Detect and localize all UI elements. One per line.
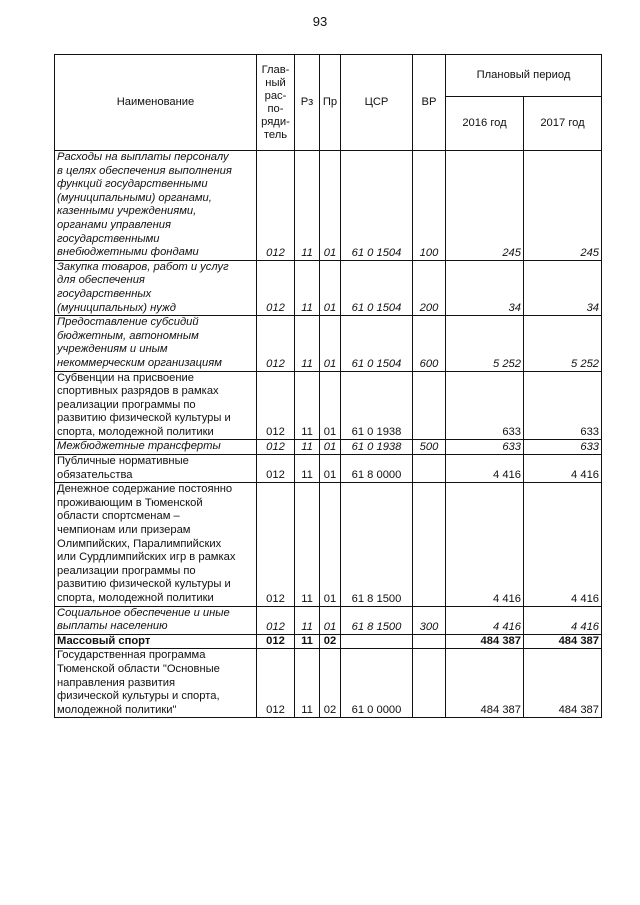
page-number: 93: [312, 14, 328, 29]
cell-glav: 012: [257, 455, 295, 483]
table-row: [55, 371, 602, 440]
row-name: Расходы на выплаты персоналу в целях обеспечения выполнения функций государственными (муниципальными) органами, казенными учреждениями, органами управления государственными внебюджетными фондами: [55, 151, 257, 261]
cell-rz: 11: [295, 483, 320, 606]
cell-2016: 484 387: [446, 649, 524, 718]
cell-csr: 61 8 1500: [341, 606, 413, 634]
row-name: Социальное обеспечение и иные выплаты населению: [55, 606, 257, 634]
cell-csr: 61 0 1504: [341, 316, 413, 371]
header-year-2016: 2016 год: [446, 97, 524, 151]
cell-pr: 01: [320, 260, 341, 315]
cell-glav: 012: [257, 440, 295, 455]
cell-vr: 500: [413, 440, 446, 455]
cell-2016: 34: [446, 260, 524, 315]
cell-pr: 01: [320, 455, 341, 483]
cell-csr: 61 0 0000: [341, 649, 413, 718]
cell-2017: 5 252: [524, 316, 602, 371]
cell-rz: 11: [295, 440, 320, 455]
header-glav: Глав- ный рас- по- ряди- тель: [257, 55, 295, 151]
header-year-2017: 2017 год: [524, 97, 602, 151]
cell-glav: 012: [257, 371, 295, 440]
cell-vr: [413, 634, 446, 649]
cell-rz: 11: [295, 649, 320, 718]
cell-pr: 01: [320, 151, 341, 261]
cell-2016: 5 252: [446, 316, 524, 371]
cell-2017: 4 416: [524, 483, 602, 606]
cell-pr: 01: [320, 371, 341, 440]
cell-csr: 61 8 0000: [341, 455, 413, 483]
cell-pr: 01: [320, 316, 341, 371]
table-row: [55, 151, 602, 261]
cell-csr: 61 0 1938: [341, 371, 413, 440]
row-name: Государственная программа Тюменской области "Основные направления развития физической культуры и спорта, молодежной политики": [55, 649, 257, 718]
cell-2016: 4 416: [446, 483, 524, 606]
cell-2017: 4 416: [524, 606, 602, 634]
cell-2016: 633: [446, 371, 524, 440]
row-name: Предоставление субсидий бюджетным, автономным учреждениям и иным некоммерческим организациям: [55, 316, 257, 371]
cell-2017: 245: [524, 151, 602, 261]
cell-rz: 11: [295, 455, 320, 483]
cell-pr: 02: [320, 649, 341, 718]
table-row: [55, 634, 602, 649]
cell-pr: 01: [320, 440, 341, 455]
cell-glav: 012: [257, 151, 295, 261]
cell-vr: [413, 371, 446, 440]
row-name: Публичные нормативные обязательства: [55, 455, 257, 483]
cell-vr: 100: [413, 151, 446, 261]
cell-rz: 11: [295, 606, 320, 634]
header-vr: ВР: [413, 55, 446, 151]
cell-2016: 633: [446, 440, 524, 455]
table-row: [55, 316, 602, 371]
cell-vr: [413, 455, 446, 483]
table-row: [55, 606, 602, 634]
header-csr: ЦСР: [341, 55, 413, 151]
cell-rz: 11: [295, 151, 320, 261]
cell-pr: 01: [320, 483, 341, 606]
cell-2017: 4 416: [524, 455, 602, 483]
row-name: Субвенции на присвоение спортивных разрядов в рамках реализации программы по развитию физической культуры и спорта, молодежной политики: [55, 371, 257, 440]
cell-rz: 11: [295, 634, 320, 649]
cell-vr: 200: [413, 260, 446, 315]
cell-vr: [413, 483, 446, 606]
row-name: Массовый спорт: [55, 634, 257, 649]
cell-csr: 61 0 1504: [341, 151, 413, 261]
table-row: [55, 440, 602, 455]
cell-glav: 012: [257, 483, 295, 606]
budget-table: [54, 54, 602, 718]
header-planned-period: Плановый период: [446, 55, 602, 97]
cell-csr: 61 0 1504: [341, 260, 413, 315]
cell-csr: 61 8 1500: [341, 483, 413, 606]
cell-rz: 11: [295, 260, 320, 315]
cell-2017: 633: [524, 440, 602, 455]
cell-csr: [341, 634, 413, 649]
table-row: [55, 483, 602, 606]
header-rz: Рз: [295, 55, 320, 151]
cell-pr: 01: [320, 606, 341, 634]
table-row: [55, 455, 602, 483]
cell-rz: 11: [295, 316, 320, 371]
row-name: Межбюджетные трансферты: [55, 440, 257, 455]
table-row: [55, 649, 602, 718]
cell-2016: 245: [446, 151, 524, 261]
header-name: Наименование: [55, 55, 257, 151]
cell-vr: 600: [413, 316, 446, 371]
cell-csr: 61 0 1938: [341, 440, 413, 455]
header-pr: Пр: [320, 55, 341, 151]
table-row: [55, 260, 602, 315]
cell-rz: 11: [295, 371, 320, 440]
cell-glav: 012: [257, 634, 295, 649]
cell-2017: 484 387: [524, 634, 602, 649]
cell-2016: 4 416: [446, 455, 524, 483]
cell-glav: 012: [257, 260, 295, 315]
cell-2017: 484 387: [524, 649, 602, 718]
row-name: Денежное содержание постоянно проживающим в Тюменской области спортсменам – чемпионам или призерам Олимпийских, Паралимпийских или Сурдлимпийских игр в рамках реализации программы по развитию физической культуры и спорта, молодежной политики: [55, 483, 257, 606]
cell-glav: 012: [257, 606, 295, 634]
row-name: Закупка товаров, работ и услуг для обеспечения государственных (муниципальных) нужд: [55, 260, 257, 315]
cell-2016: 484 387: [446, 634, 524, 649]
cell-2017: 34: [524, 260, 602, 315]
cell-vr: [413, 649, 446, 718]
cell-pr: 02: [320, 634, 341, 649]
cell-vr: 300: [413, 606, 446, 634]
cell-2016: 4 416: [446, 606, 524, 634]
cell-glav: 012: [257, 316, 295, 371]
cell-glav: 012: [257, 649, 295, 718]
cell-2017: 633: [524, 371, 602, 440]
